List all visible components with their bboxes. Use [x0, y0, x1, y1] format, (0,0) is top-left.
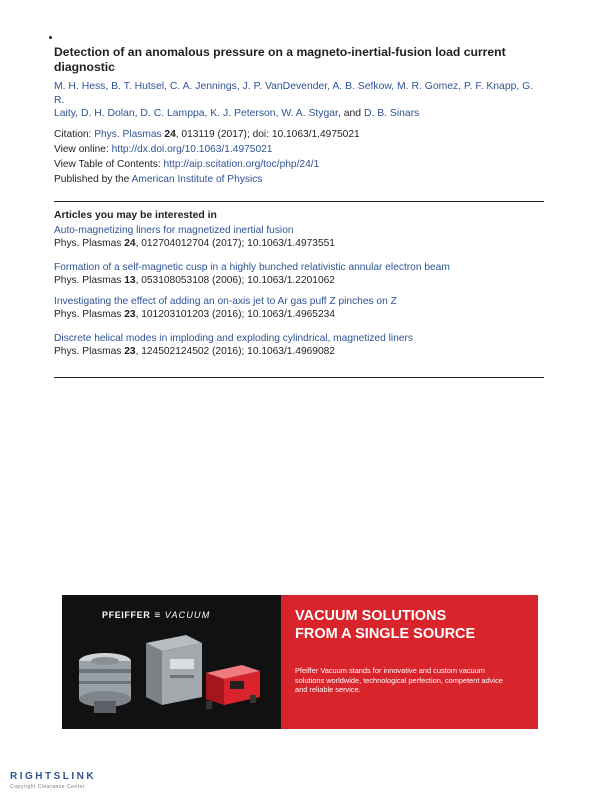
- related-article-citation: Phys. Plasmas 23, 101203101203 (2016); 10.1063/1.4965234: [54, 308, 335, 320]
- pfeiffer-vacuum-logo: PFEIFFER ≡ VACUUM: [102, 610, 211, 621]
- ad-body-text: Pfeiffer Vacuum stands for innovative and custom vacuum solutions worldwide, technological perfection, competent advice and reliable service.: [295, 666, 503, 694]
- related-heading: Articles you may be interested in: [54, 210, 217, 221]
- logo-arrow-icon: ≡: [154, 610, 161, 621]
- rightslink-subtitle: Copyright Clearance Center: [10, 784, 85, 790]
- rightslink-logo[interactable]: RIGHTSLINK: [10, 771, 97, 782]
- related-article-citation: Phys. Plasmas 23, 124502124502 (2016); 10.1063/1.4969082: [54, 345, 335, 357]
- divider-top: [54, 201, 544, 202]
- view-online-line: [54, 143, 272, 156]
- leak-detector-image: [202, 657, 264, 711]
- bullet-dot: [49, 36, 52, 39]
- published-by-line: [54, 173, 262, 186]
- turbo-pump-image: [76, 651, 134, 717]
- related-article: [54, 225, 335, 250]
- related-article: [54, 296, 397, 321]
- view-online-link[interactable]: http://dx.doi.org/10.1063/1.4975021: [111, 144, 273, 155]
- advertisement-banner[interactable]: [62, 595, 538, 729]
- related-article: [54, 262, 450, 287]
- related-article-title-link[interactable]: Investigating the effect of adding an on-axis jet to Ar gas puff Z pinches on Z: [54, 296, 397, 307]
- ad-product-panel: [62, 595, 281, 729]
- publisher-link[interactable]: American Institute of Physics: [131, 174, 263, 185]
- divider-bottom: [54, 377, 544, 378]
- citation-journal-link[interactable]: Phys. Plasmas: [94, 129, 162, 140]
- author-last[interactable]: D. B. Sinars: [363, 108, 420, 119]
- view-toc-label: View Table of Contents:: [54, 159, 164, 170]
- authors-and: , and: [337, 108, 364, 119]
- authors-line-2: [54, 107, 544, 121]
- published-by-label: Published by the: [54, 174, 132, 185]
- view-online-label: View online:: [54, 144, 112, 155]
- view-toc-line: [54, 158, 319, 171]
- ad-text-panel: [281, 595, 538, 729]
- related-article-title-link[interactable]: Formation of a self-magnetic cusp in a highly bunched relativistic annular electron beam: [54, 262, 450, 273]
- vacuum-cabinet-image: [140, 633, 206, 707]
- related-article-citation: Phys. Plasmas 24, 012704012704 (2017); 10.1063/1.4973551: [54, 237, 335, 249]
- related-article-title-link[interactable]: Discrete helical modes in imploding and exploding cylindrical, magnetized liners: [54, 333, 414, 344]
- citation-volume: 24: [164, 129, 176, 140]
- citation-line: [54, 128, 360, 141]
- related-article-citation: Phys. Plasmas 13, 053108053108 (2006); 10.1063/1.2201062: [54, 274, 335, 286]
- view-toc-link[interactable]: http://aip.scitation.org/toc/php/24/1: [163, 159, 320, 170]
- authors-line-1[interactable]: M. H. Hess, B. T. Hutsel, C. A. Jennings, J. P. VanDevender, A. B. Sefkow, M. R. Gomez, P. F. Knapp, G. R.: [54, 81, 534, 106]
- ad-headline: VACUUM SOLUTIONS FROM A SINGLE SOURCE: [295, 608, 476, 642]
- author-list: [54, 80, 544, 121]
- citation-rest: , 013119 (2017); doi: 10.1063/1.4975021: [175, 129, 360, 140]
- citation-label: Citation:: [54, 129, 95, 140]
- article-title: Detection of an anomalous pressure on a magneto-inertial-fusion load current diagnostic: [54, 45, 506, 74]
- related-article: [54, 333, 413, 358]
- authors-line-2-linked[interactable]: Laity, D. H. Dolan, D. C. Lamppa, K. J. Peterson, W. A. Stygar: [54, 108, 338, 119]
- related-article-title-link[interactable]: Auto-magnetizing liners for magnetized inertial fusion: [54, 225, 294, 236]
